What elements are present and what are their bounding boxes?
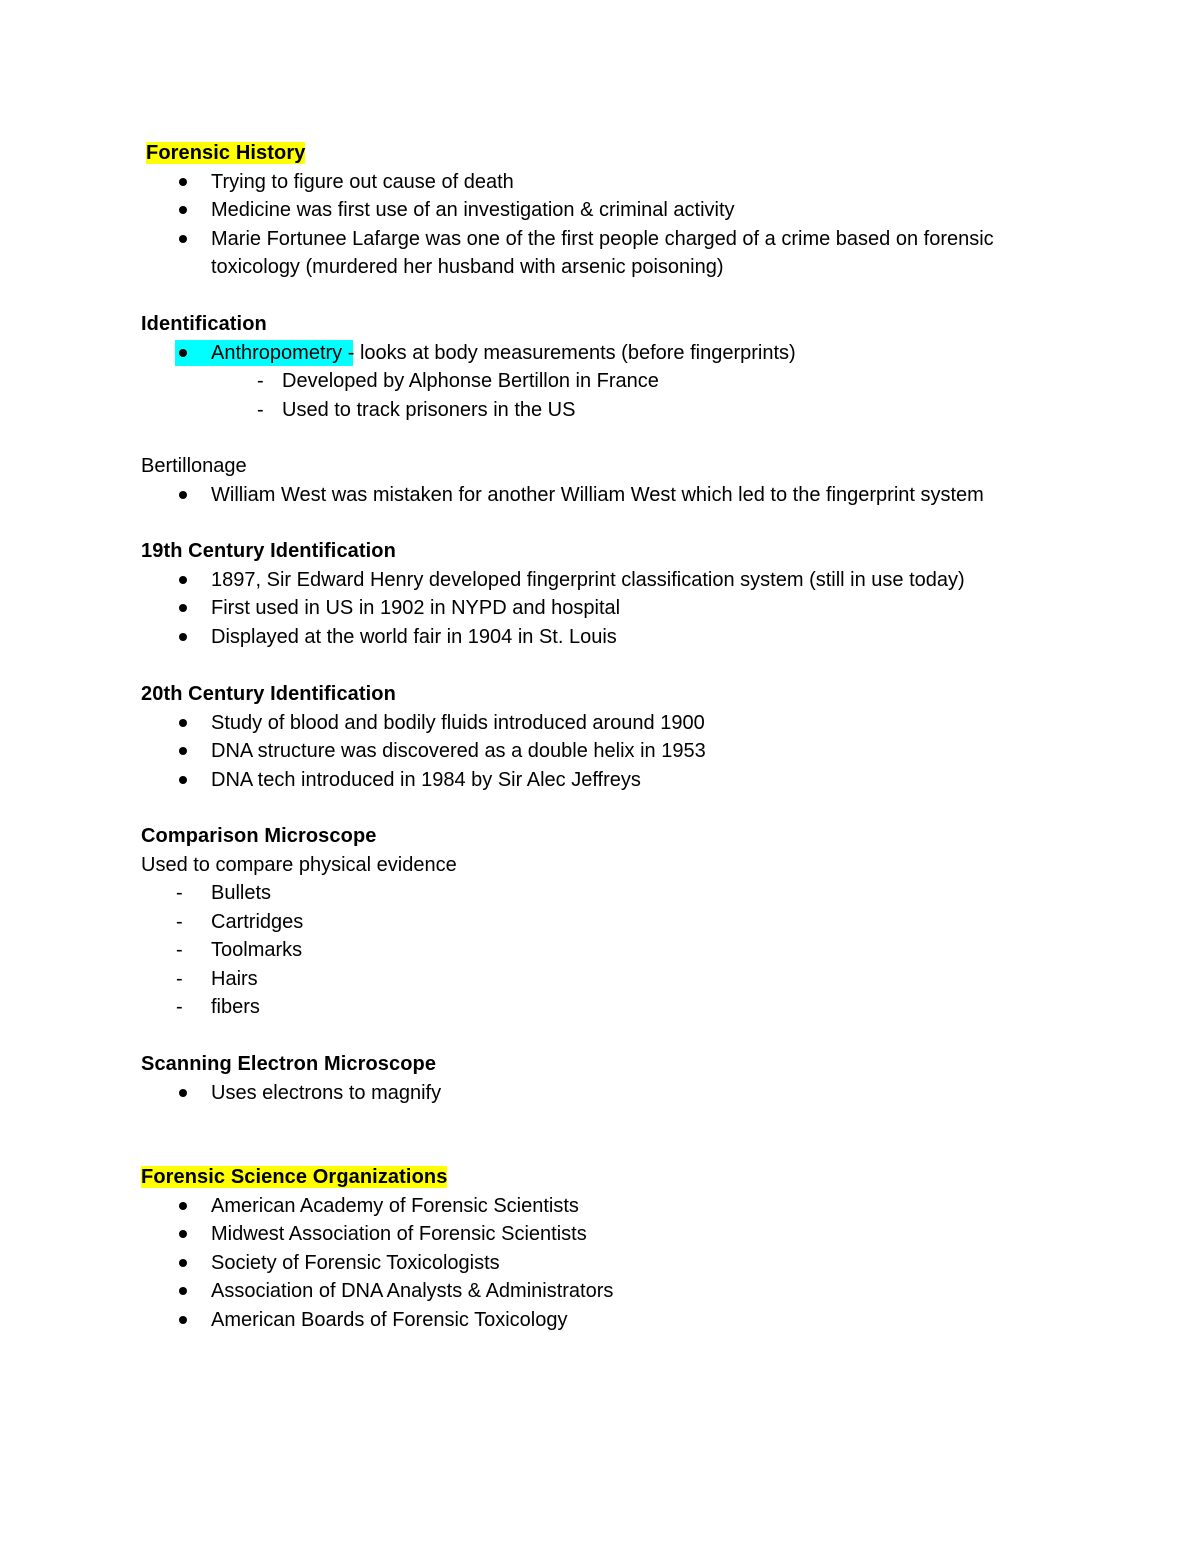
- list-item: Medicine was first use of an investigation & criminal activity: [141, 196, 1081, 225]
- section-scanning-electron-microscope: [141, 1050, 1081, 1107]
- list-item: American Academy of Forensic Scientists: [141, 1192, 1081, 1221]
- section-title: Scanning Electron Microscope: [141, 1053, 437, 1075]
- list-item-continuation: toxicology (murdered her husband with arsenic poisoning): [211, 256, 724, 278]
- bullet-icon: [179, 747, 187, 755]
- section-title: Comparison Microscope: [141, 825, 377, 847]
- list-item: - Bullets: [141, 879, 1081, 908]
- bullet-icon: [179, 235, 187, 243]
- section-title: 19th Century Identification: [141, 540, 396, 562]
- section-identification: [141, 310, 1081, 424]
- list-item: Marie Fortunee Lafarge was one of the first people charged of a crime based on forensic: [141, 225, 1081, 254]
- bullet-icon: [179, 576, 187, 584]
- list-item: DNA tech introduced in 1984 by Sir Alec Jeffreys: [141, 766, 1081, 795]
- list-item: Midwest Association of Forensic Scientists: [141, 1220, 1081, 1249]
- section-title: Bertillonage: [141, 455, 247, 477]
- list-item: Trying to figure out cause of death: [141, 168, 1081, 197]
- list-item: Society of Forensic Toxicologists: [141, 1249, 1081, 1278]
- bullet-icon: [179, 719, 187, 727]
- list-item: - Hairs: [141, 965, 1081, 994]
- dash-mark: -: [257, 370, 264, 392]
- list-item: - fibers: [141, 993, 1081, 1022]
- bullet-icon: [179, 1287, 187, 1295]
- section-intro: Used to compare physical evidence: [141, 853, 457, 876]
- bullet-icon: [179, 633, 187, 641]
- list-item: William West was mistaken for another William West which led to the fingerprint system: [141, 481, 1081, 510]
- bullet-icon: [179, 1202, 187, 1210]
- sub-list-item: - Used to track prisoners in the US: [141, 396, 1081, 425]
- list-item: 1897, Sir Edward Henry developed fingerprint classification system (still in use today): [141, 566, 1081, 595]
- list-item: Anthropometry - looks at body measurements (before fingerprints): [141, 339, 1081, 368]
- dash-mark: -: [176, 939, 183, 961]
- section-title: Identification: [141, 313, 267, 335]
- list-item: Uses electrons to magnify: [141, 1079, 1081, 1108]
- dash-mark: -: [176, 910, 183, 933]
- list-item: Study of blood and bodily fluids introduced around 1900: [141, 709, 1081, 738]
- list-item: - Toolmarks: [141, 936, 1081, 965]
- bullet-icon: [179, 178, 187, 186]
- section-bertillonage: [141, 452, 1081, 509]
- list-item: Displayed at the world fair in 1904 in St. Louis: [141, 623, 1081, 652]
- bullet-icon: [179, 776, 187, 784]
- section-title: Forensic Science Organizations: [141, 1166, 448, 1188]
- section-title: Forensic History: [146, 142, 306, 164]
- list-item: DNA structure was discovered as a double helix in 1953: [141, 737, 1081, 766]
- bullet-icon: [179, 1316, 187, 1324]
- section-19th-century: [141, 537, 1081, 651]
- dash-mark: -: [257, 398, 264, 421]
- list-item: First used in US in 1902 in NYPD and hospital: [141, 594, 1081, 623]
- list-item: - Cartridges: [141, 908, 1081, 937]
- bullet-icon: [179, 604, 187, 612]
- section-forensic-history: [141, 139, 1081, 282]
- dash-mark: -: [176, 882, 183, 904]
- sub-list-item: - Developed by Alphonse Bertillon in France: [141, 367, 1081, 396]
- bullet-icon: [179, 1230, 187, 1238]
- bullet-icon: [179, 1089, 187, 1097]
- bullet-icon: [179, 1259, 187, 1267]
- bullet-icon: [179, 206, 187, 214]
- bullet-icon: [179, 349, 187, 357]
- bullet-icon: [179, 491, 187, 499]
- dash-mark: -: [176, 996, 183, 1018]
- list-item: American Boards of Forensic Toxicology: [141, 1306, 1081, 1335]
- section-comparison-microscope: [141, 822, 1081, 1022]
- section-forensic-science-organizations: [141, 1163, 1081, 1334]
- list-item: Association of DNA Analysts & Administrators: [141, 1277, 1081, 1306]
- term-anthropometry: Anthropometry: [211, 341, 343, 364]
- dash-mark: -: [176, 967, 183, 990]
- section-20th-century: [141, 680, 1081, 794]
- section-title: 20th Century Identification: [141, 683, 396, 705]
